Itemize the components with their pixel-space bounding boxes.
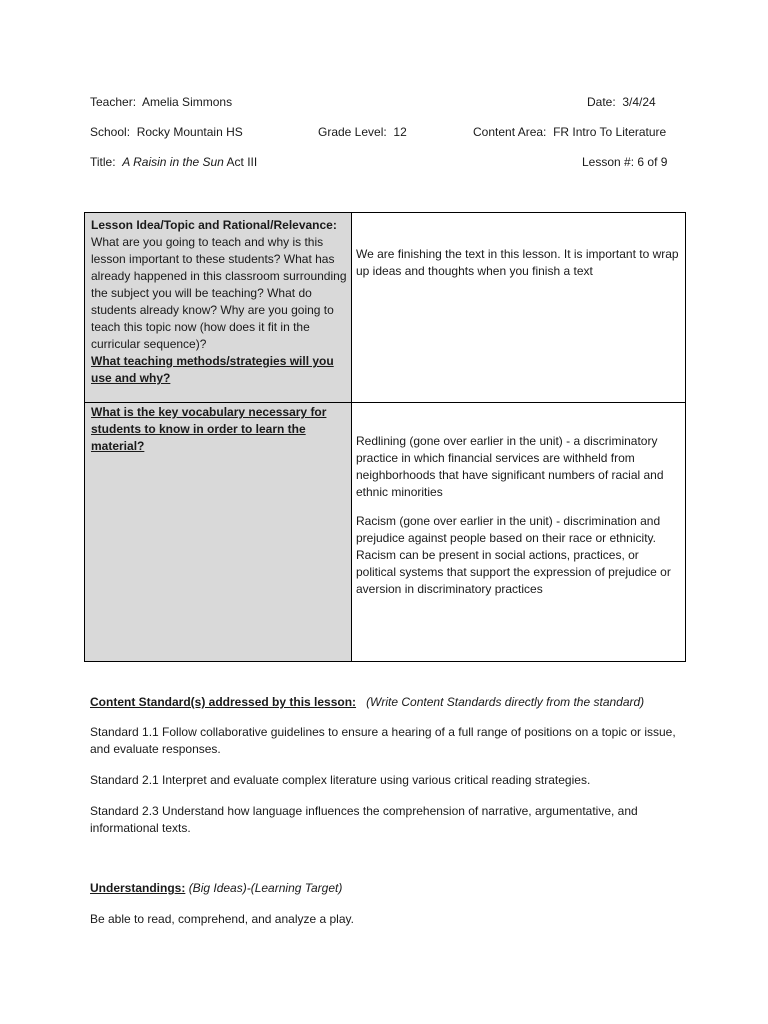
teacher-name: Amelia Simmons — [142, 95, 233, 109]
row2-label-cell — [91, 404, 341, 455]
row2-answer-cell — [356, 433, 681, 610]
understandings-text: Be able to read, comprehend, and analyze a play. — [90, 912, 354, 926]
title-work: A Raisin in the Sun — [122, 155, 224, 169]
title-suffix: Act III — [226, 155, 258, 169]
grade-label: Grade Level: — [318, 125, 387, 139]
date-label: Date: — [587, 95, 616, 109]
understandings-heading: Understandings: — [90, 881, 186, 895]
rationale-prompt: What are you going to teach and why is this lesson important to these students? What has already happened in this classroom surrounding the subject you will be teaching? What do students already know? Why are you going to teach this topic now (how does it fit in the curricular sequence)? — [91, 235, 347, 351]
content-area-value: FR Intro To Literature — [553, 125, 667, 139]
date-value: 3/4/24 — [622, 95, 656, 109]
date-line — [587, 94, 656, 111]
lesson-plan-table — [84, 212, 686, 662]
methods-question: What teaching methods/strategies will you use and why? — [91, 354, 334, 385]
lesson-number-line — [582, 154, 667, 171]
grade-value: 12 — [393, 125, 407, 139]
standard-item-1 — [90, 724, 680, 758]
standard-text: Standard 2.3 Understand how language influences the comprehension of narrative, argumentative, and informational texts. — [90, 804, 638, 835]
title-label: Title: — [90, 155, 116, 169]
understandings-note: (Big Ideas)-(Learning Target) — [188, 881, 343, 895]
school-label: School: — [90, 125, 131, 139]
lesson-value: 6 of 9 — [637, 155, 668, 169]
grade-line — [318, 124, 407, 141]
content-area-label: Content Area: — [473, 125, 547, 139]
vocabulary-heading: What is the key vocabulary necessary for students to know in order to learn the material? — [91, 405, 327, 453]
standard-text: Standard 2.1 Interpret and evaluate complex literature using various critical reading strategies. — [90, 773, 591, 787]
standards-heading: Content Standard(s) addressed by this lesson: — [90, 695, 357, 709]
content-area-line — [473, 124, 666, 141]
lesson-label: Lesson #: — [582, 155, 635, 169]
school-line — [90, 124, 243, 141]
standard-text: Standard 1.1 Follow collaborative guidelines to ensure a hearing of a full range of positions on a topic or issue, and evaluate responses. — [90, 725, 676, 756]
teacher-label: Teacher: — [90, 95, 137, 109]
rationale-heading: Lesson Idea/Topic and Rational/Relevance: — [91, 218, 337, 232]
vocab-item-racism: Racism (gone over earlier in the unit) - discrimination and prejudice against people based on their race or ethnicity. Racism can be present in social actions, practices, or political systems that support the expression of prejudice or aversion in discriminatory practices — [356, 514, 671, 596]
standard-item-2 — [90, 772, 680, 789]
understandings-heading-line — [90, 880, 342, 897]
row-divider — [85, 402, 685, 403]
standards-note: (Write Content Standards directly from the standard) — [366, 695, 645, 709]
rationale-answer: We are finishing the text in this lesson. It is important to wrap up ideas and thoughts when you finish a text — [356, 247, 679, 278]
title-line — [90, 154, 257, 171]
standard-item-3 — [90, 803, 680, 837]
standards-heading-line — [90, 694, 644, 711]
vocab-item-redlining: Redlining (gone over earlier in the unit) - a discriminatory practice in which financial services are withheld from neighborhoods that have significant numbers of racial and ethnic minorities — [356, 434, 664, 499]
teacher-line — [90, 94, 232, 111]
row1-label-cell — [91, 217, 347, 387]
row1-answer-cell — [356, 246, 681, 280]
school-value: Rocky Mountain HS — [136, 125, 243, 139]
